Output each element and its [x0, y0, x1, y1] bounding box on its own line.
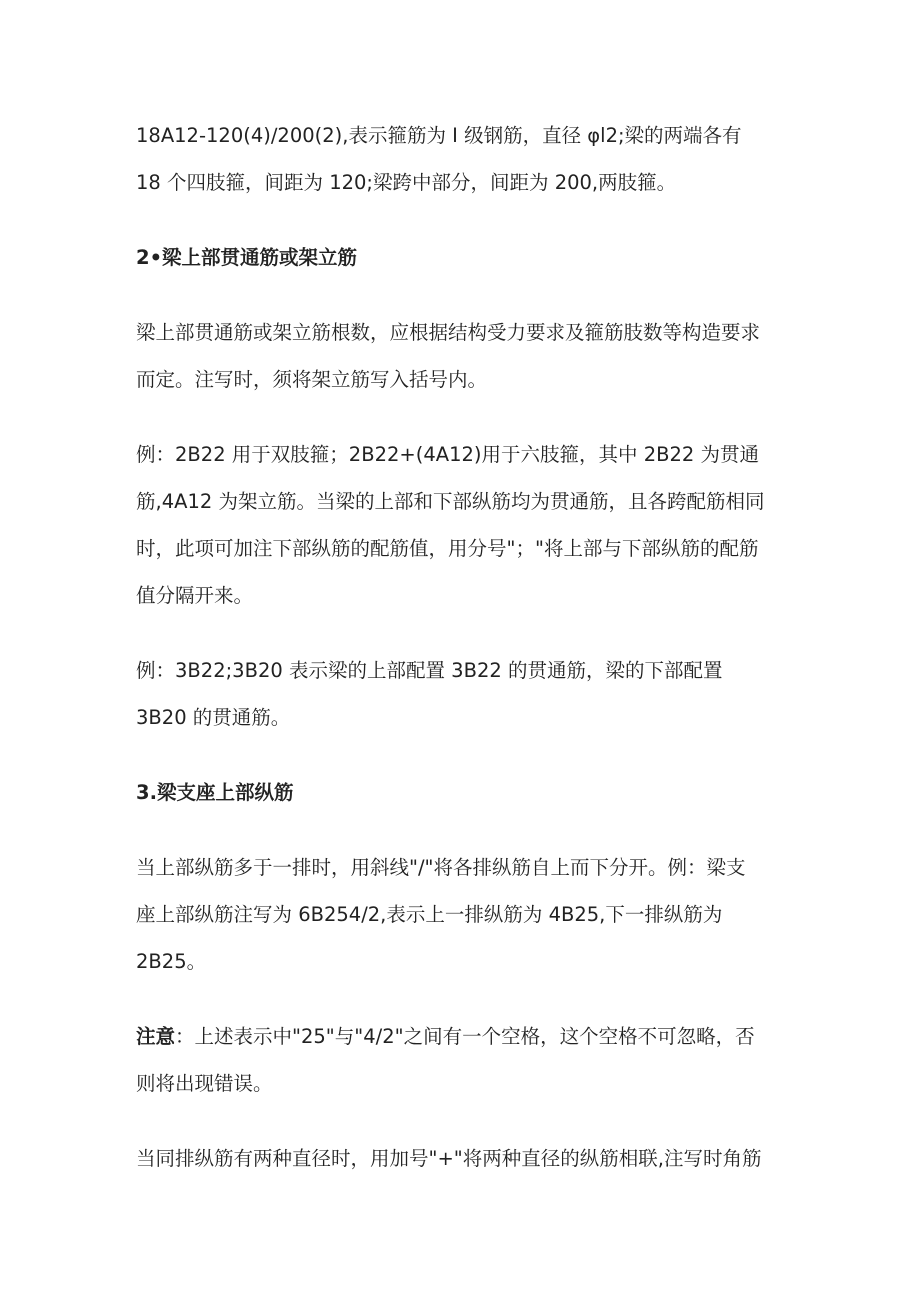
paragraph-example-2b22: [136, 431, 796, 619]
text-line: 3B20 的贯通筋。: [136, 706, 291, 729]
section-heading-2: 2•梁上部贯通筋或架立筋: [136, 246, 358, 269]
paragraph-example-3b22: [136, 647, 796, 741]
paragraph-top-through-bars: [136, 309, 796, 403]
text-line: 例：2B22 用于双肢箍；2B22+(4A12)用于六肢箍，其中 2B22 为贯通: [136, 443, 760, 466]
text-line: 而定。注写时，须将架立筋写入括号内。: [136, 368, 488, 391]
text-line: 梁上部贯通筋或架立筋根数，应根据结构受力要求及箍筋肢数等构造要求: [136, 321, 761, 344]
text-line: 当同排纵筋有两种直径时，用加号"+"将两种直径的纵筋相联,注写时角筋: [136, 1147, 762, 1170]
paragraph-stirrup-example: [136, 112, 796, 206]
text-line: 18A12-120(4)∕200(2),表示箍筋为 Ⅰ 级钢筋，直径 φl2;梁的两端各有: [136, 124, 742, 147]
paragraph-note: [136, 1013, 796, 1107]
text-line: 筋,4A12 为架立筋。当梁的上部和下部纵筋均为贯通筋，且各跨配筋相同: [136, 490, 765, 513]
text-line: 时，此项可加注下部纵筋的配筋值，用分号"；"将上部与下部纵筋的配筋: [136, 537, 759, 560]
text-line: 则将出现错误。: [136, 1072, 273, 1095]
text-line: 座上部纵筋注写为 6B254/2,表示上一排纵筋为 4B25,下一排纵筋为: [136, 903, 723, 926]
paragraph-two-diameters: [136, 1135, 796, 1182]
text-line: 值分隔开来。: [136, 584, 254, 607]
text-line: 18 个四肢箍，间距为 120;梁跨中部分，间距为 200,两肢箍。: [136, 171, 677, 194]
section-heading-3: 3.梁支座上部纵筋: [136, 781, 294, 804]
note-label: 注意: [136, 1025, 176, 1048]
note-text: ：上述表示中"25"与"4/2"之间有一个空格，这个空格不可忽略，否: [175, 1025, 755, 1048]
text-line: 2B25。: [136, 950, 207, 973]
text-line: 例：3B22;3B20 表示梁的上部配置 3B22 的贯通筋，梁的下部配置: [136, 659, 723, 682]
paragraph-support-top-bars: [136, 844, 796, 985]
text-line: [136, 1013, 796, 1060]
text-line: 当上部纵筋多于一排时，用斜线"/"将各排纵筋自上而下分开。例：梁支: [136, 856, 746, 879]
document-page: [136, 112, 796, 1210]
